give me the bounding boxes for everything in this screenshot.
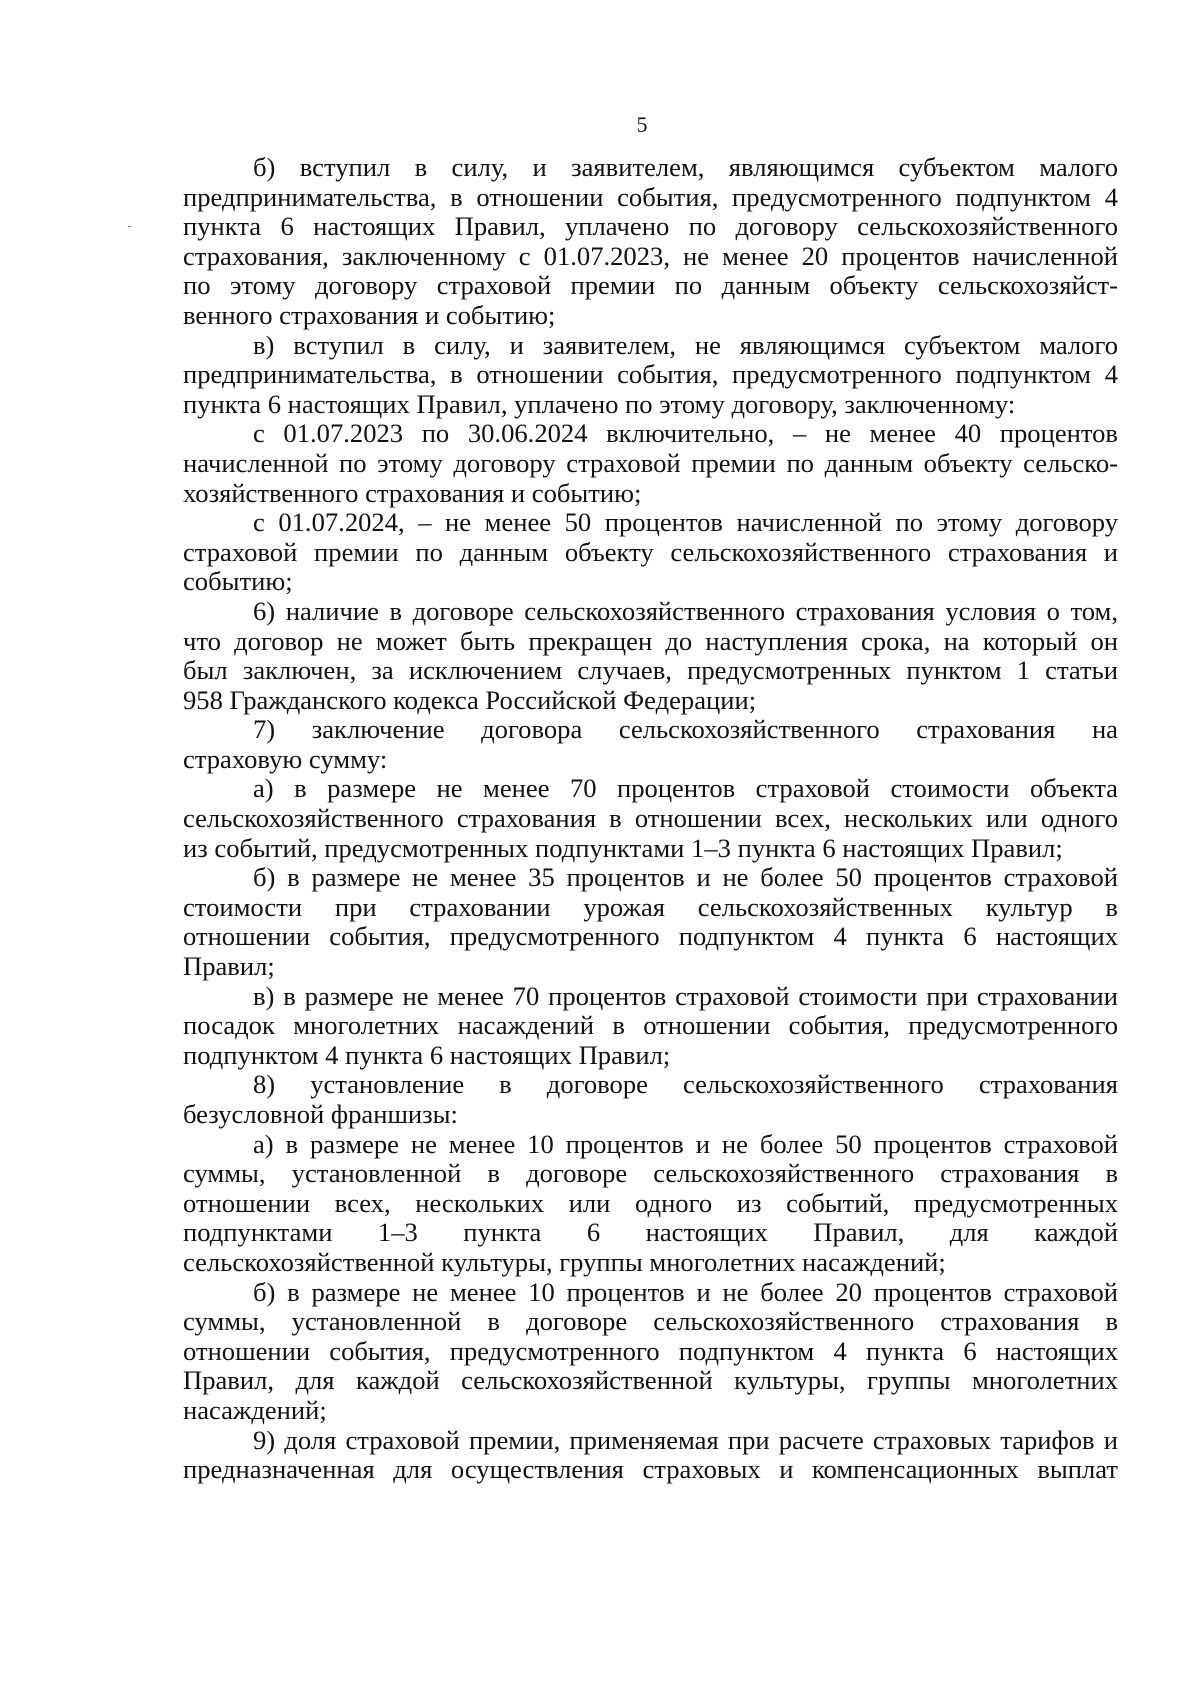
text-line: предпринимательства, в отношении события, предусмотренного подпунктом 4 — [183, 181, 1118, 212]
text-line: 6) наличие в договоре сельскохозяйственного страхования условия о том, — [253, 595, 1118, 626]
text-line: из событий, предусмотренных подпунктами 1–3 пункта 6 настоящих Правил; — [183, 832, 1063, 863]
text-line: предпринимательства, в отношении события, предусмотренного подпунктом 4 — [183, 359, 1118, 390]
text-line: б) в размере не менее 10 процентов и не более 20 процентов страховой — [253, 1276, 1118, 1307]
text-line: б) в размере не менее 35 процентов и не более 50 процентов страховой — [253, 862, 1118, 893]
margin-mark — [128, 226, 131, 227]
text-line: суммы, установленной в договоре сельскохозяйственного страхования в — [183, 1306, 1118, 1337]
text-line: венного страхования и событию; — [183, 299, 556, 330]
text-line: подпунктом 4 пункта 6 настоящих Правил; — [183, 1039, 671, 1070]
text-line: стоимости при страховании урожая сельскохозяйственных культур в — [183, 891, 1118, 922]
text-line: безусловной франшизы: — [183, 1099, 458, 1129]
text-line: начисленной по этому договору страховой премии по данным объекту сельско- — [183, 447, 1118, 478]
text-line: был заключен, за исключением случаев, предусмотренных пунктом 1 статьи — [183, 655, 1118, 686]
text-line: б) вступил в силу, и заявителем, являющимся субъектом малого — [253, 152, 1118, 182]
text-line: страховой премии по данным объекту сельскохозяйственного страхования и — [183, 536, 1118, 567]
text-line: предназначенная для осуществления страховых и компенсационных выплат — [183, 1454, 1118, 1485]
text-line: пункта 6 настоящих Правил, уплачено по этому договору, заключенному: — [183, 388, 1016, 419]
text-line: в) вступил в силу, и заявителем, не являющимся субъектом малого — [253, 329, 1118, 360]
text-line: событию; — [183, 566, 293, 597]
text-line: 958 Гражданского кодекса Российской Федерации; — [183, 684, 757, 715]
text-line: 9) доля страховой премии, применяемая при расчете страховых тарифов и — [253, 1424, 1118, 1455]
text-line: страховую сумму: — [183, 743, 388, 774]
text-line: с 01.07.2023 по 30.06.2024 включительно, – не менее 40 процентов — [253, 418, 1118, 449]
text-line: посадок многолетних насаждений в отношении события, предусмотренного — [183, 1010, 1118, 1041]
text-line: а) в размере не менее 70 процентов страховой стоимости объекта — [253, 773, 1118, 804]
text-line: Правил; — [183, 951, 275, 982]
document-body — [183, 153, 1118, 1485]
text-line: отношении всех, нескольких или одного из событий, предусмотренных — [183, 1187, 1118, 1218]
text-line: Правил, для каждой сельскохозяйственной культуры, группы многолетних — [183, 1365, 1118, 1396]
text-line: насаждений; — [183, 1394, 327, 1425]
text-line: отношении события, предусмотренного подпунктом 4 пункта 6 настоящих — [183, 921, 1118, 952]
text-line: сельскохозяйственной культуры, группы многолетних насаждений; — [183, 1246, 946, 1277]
text-line: 7) заключение договора сельскохозяйственного страхования на — [253, 714, 1118, 745]
text-line: а) в размере не менее 10 процентов и не более 50 процентов страховой — [253, 1128, 1118, 1159]
text-line: суммы, установленной в договоре сельскохозяйственного страхования в — [183, 1158, 1118, 1189]
page-number: 5 — [636, 112, 648, 137]
text-line: по этому договору страховой премии по данным объекту сельскохозяйст- — [183, 270, 1118, 301]
text-line: пункта 6 настоящих Правил, уплачено по договору сельскохозяйственного — [183, 211, 1118, 242]
text-line: отношении события, предусмотренного подпунктом 4 пункта 6 настоящих — [183, 1335, 1118, 1366]
text-line: хозяйственного страхования и событию; — [183, 477, 642, 508]
text-line: подпунктами 1–3 пункта 6 настоящих Правил, для каждой — [183, 1217, 1118, 1248]
text-line: страхования, заключенному с 01.07.2023, не менее 20 процентов начисленной — [183, 240, 1118, 271]
text-line: что договор не может быть прекращен до наступления срока, на который он — [183, 625, 1118, 656]
text-line: в) в размере не менее 70 процентов страховой стоимости при страховании — [253, 980, 1118, 1011]
text-line: с 01.07.2024, – не менее 50 процентов начисленной по этому договору — [253, 507, 1118, 538]
text-line: сельскохозяйственного страхования в отношении всех, нескольких или одного — [183, 803, 1118, 834]
text-line: 8) установление в договоре сельскохозяйственного страхования — [253, 1069, 1118, 1100]
